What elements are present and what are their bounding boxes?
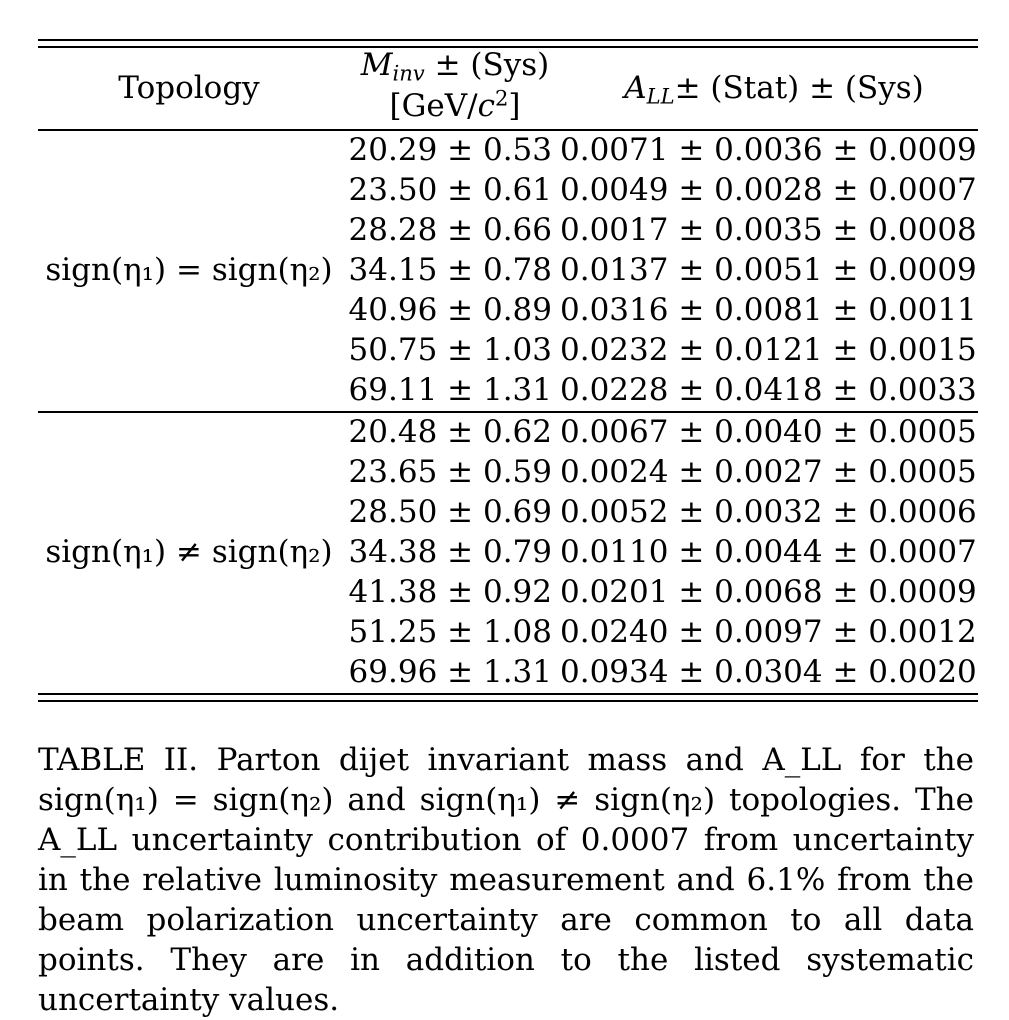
all-cell: 0.0017 ± 0.0035 ± 0.0008 — [560, 212, 977, 248]
all-cell: 0.0137 ± 0.0051 ± 0.0009 — [560, 252, 977, 288]
minv-cell: 69.11 ± 1.31 — [348, 372, 552, 408]
minv-cell: 28.50 ± 0.69 — [348, 494, 552, 530]
minv-cell: 34.38 ± 0.79 — [348, 534, 552, 570]
topology-label-opposite-sign: sign(η₁) ≠ sign(η₂) — [45, 534, 333, 570]
header-topology: Topology — [118, 70, 260, 106]
header-minv-line1: $M_{inv} \pm (Sys)$ — [360, 47, 550, 86]
header-all: $A_{LL}\pm$ (Stat) ± (Sys) — [624, 70, 924, 109]
all-cell: 0.0316 ± 0.0081 ± 0.0011 — [560, 292, 977, 328]
all-cell: 0.0024 ± 0.0027 ± 0.0005 — [560, 454, 977, 490]
table-bottom-rule-1 — [38, 693, 978, 695]
minv-cell: 40.96 ± 0.89 — [348, 292, 552, 328]
all-cell: 0.0052 ± 0.0032 ± 0.0006 — [560, 494, 977, 530]
table-bottom-rule-2 — [38, 700, 978, 702]
topology-label-same-sign: sign(η₁) = sign(η₂) — [45, 252, 333, 288]
caption-text: Parton dijet invariant mass and A_LL for the sign(η₁) = sign(η₂) and sign(η₁) ≠ sign(η₂) topologies. The A_LL uncertainty contribution of 0.0007 from uncertainty in the relative luminosity measurement and 6.1% from the beam polarization uncertainty are common to all data points. They are in addition to the listed systematic uncertainty values. — [38, 742, 974, 1018]
header-minv-line2: $[GeV/c^2]$ — [389, 85, 521, 124]
minv-cell: 41.38 ± 0.92 — [348, 574, 552, 610]
all-cell: 0.0067 ± 0.0040 ± 0.0005 — [560, 414, 977, 450]
caption-label: TABLE II. — [38, 742, 199, 778]
header-minv — [340, 0, 570, 130]
minv-cell: 20.29 ± 0.53 — [348, 132, 552, 168]
minv-cell: 69.96 ± 1.31 — [348, 654, 552, 690]
all-cell: 0.0934 ± 0.0304 ± 0.0020 — [560, 654, 977, 690]
minv-cell: 23.50 ± 0.61 — [348, 172, 552, 208]
table-caption — [38, 740, 974, 1020]
all-cell: 0.0228 ± 0.0418 ± 0.0033 — [560, 372, 977, 408]
minv-cell: 51.25 ± 1.08 — [348, 614, 552, 650]
minv-cell: 34.15 ± 0.78 — [348, 252, 552, 288]
minv-cell: 20.48 ± 0.62 — [348, 414, 552, 450]
all-cell: 0.0232 ± 0.0121 ± 0.0015 — [560, 332, 977, 368]
all-cell: 0.0110 ± 0.0044 ± 0.0007 — [560, 534, 977, 570]
all-cell: 0.0071 ± 0.0036 ± 0.0009 — [560, 132, 977, 168]
minv-cell: 23.65 ± 0.59 — [348, 454, 552, 490]
minv-cell: 28.28 ± 0.66 — [348, 212, 552, 248]
all-cell: 0.0240 ± 0.0097 ± 0.0012 — [560, 614, 977, 650]
all-cell: 0.0049 ± 0.0028 ± 0.0007 — [560, 172, 977, 208]
minv-cell: 50.75 ± 1.03 — [348, 332, 552, 368]
all-cell: 0.0201 ± 0.0068 ± 0.0009 — [560, 574, 977, 610]
